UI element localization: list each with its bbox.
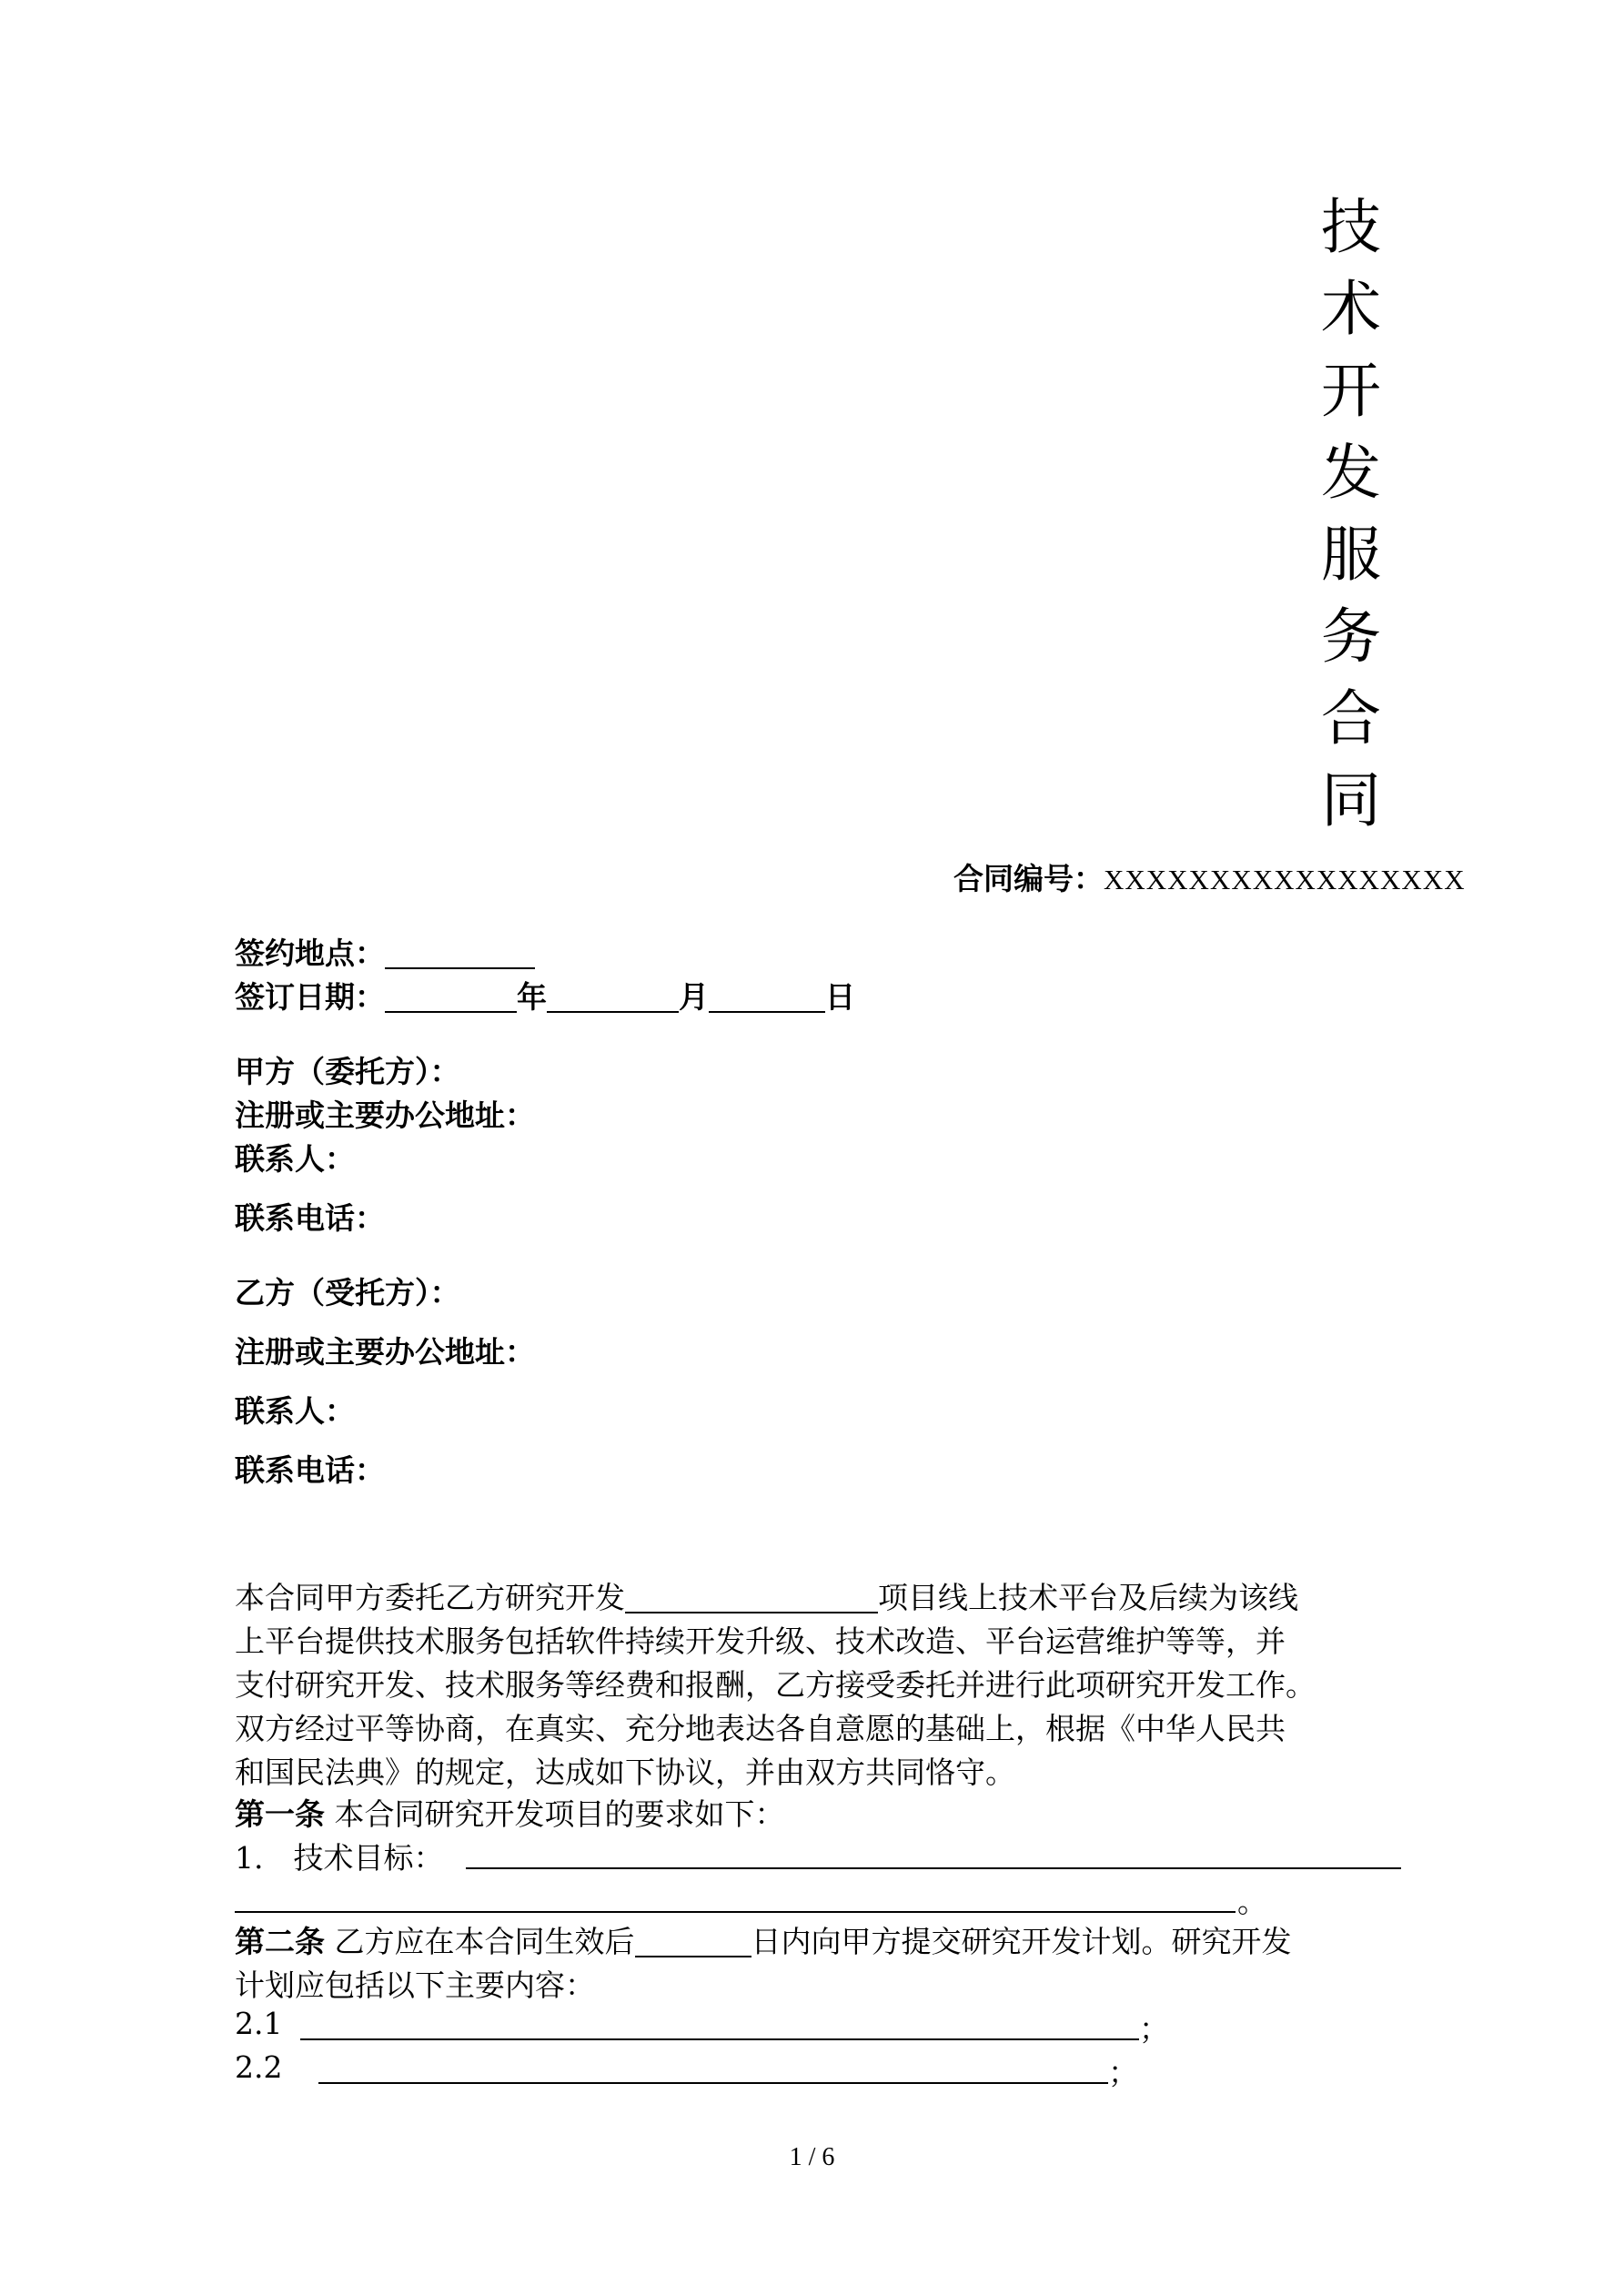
article-2-text-b: 日内向甲方提交研究开发计划。研究开发 [751,1924,1292,1959]
intro-line-4: 双方经过平等协商，在真实、充分地表达各自意愿的基础上，根据《中华人民共 [235,1711,1286,1746]
technical-goal-blank-1[interactable] [466,1867,1401,1869]
title-char: 务 [1321,602,1381,672]
month-label: 月 [679,979,709,1015]
page-number: 1 / 6 [789,2143,835,2171]
party-a-title: 甲方（委托方）： [235,1054,460,1089]
article-2-item-2 [235,2049,282,2085]
title-char: 术 [1321,274,1381,344]
article-2-item-1-label: 2.1 [235,2006,283,2041]
signing-place-label: 签约地点： [235,936,385,971]
technical-goal-blank-2[interactable] [235,1911,1236,1913]
year-blank[interactable] [385,980,517,1013]
title-char: 服 [1321,520,1381,590]
party-b-phone-label: 联系电话： [235,1452,385,1488]
signing-place [235,930,535,973]
plan-item-1-blank[interactable] [300,2038,1139,2040]
article-2-item-1 [235,2006,282,2041]
title-char: 合 [1321,683,1381,754]
party-a-phone-label: 联系电话： [235,1200,385,1236]
item-1-semicolon: ； [1139,2011,1169,2047]
party-a-contact-label: 联系人： [235,1141,355,1177]
article-2-item-2-label: 2.2 [235,2049,283,2085]
intro-line-1a: 本合同甲方委托乙方研究开发 [235,1580,625,1615]
contract-number-value: XXXXXXXXXXXXXXXXX [1104,864,1466,895]
days-blank[interactable] [635,1925,751,1957]
article-2-line-2: 计划应包括以下主要内容： [235,1967,595,2003]
title-char: 同 [1321,765,1381,835]
title-char: 开 [1321,356,1381,426]
party-b-title: 乙方（受托方）： [235,1275,460,1310]
party-b-address-label: 注册或主要办公地址： [235,1334,535,1370]
signing-date-label: 签订日期： [235,979,385,1015]
article-1-text: 本合同研究开发项目的要求如下： [325,1796,785,1832]
contract-number [953,855,1466,898]
intro-line-3: 支付研究开发、技术服务等经费和报酬，乙方接受委托并进行此项研究开发工作。 [235,1667,1316,1703]
article-2-text-a: 乙方应在本合同生效后 [325,1924,635,1959]
plan-item-2-blank[interactable] [318,2082,1108,2084]
year-label: 年 [517,979,547,1015]
day-blank[interactable] [709,980,825,1013]
day-label: 日 [825,979,855,1015]
intro-line-5: 和国民法典》的规定，达成如下协议，并由双方共同恪守。 [235,1755,1015,1790]
intro-line-1b: 项目线上技术平台及后续为该线 [878,1580,1298,1615]
article-1-heading [235,1791,785,1834]
party-b-contact-label: 联系人： [235,1393,355,1429]
article-2-line-1 [235,1918,1292,1961]
contract-number-label: 合同编号： [953,861,1104,896]
signing-date [235,974,855,1017]
item-2-semicolon: ； [1108,2055,1138,2090]
intro-line-1 [235,1574,1298,1617]
article-1-item-1 [235,1835,444,1877]
article-1-label: 第一条 [235,1796,325,1832]
article-2-label: 第二条 [235,1924,325,1959]
article-1-item-1-label: 1. 技术目标： [235,1840,444,1876]
intro-line-2: 上平台提供技术服务包括软件持续开发升级、技术改造、平台运营维护等等，并 [235,1623,1286,1659]
party-a-address-label: 注册或主要办公地址： [235,1097,535,1133]
title-char: 技 [1321,192,1381,262]
title-char: 发 [1321,438,1381,508]
document-title [1310,187,1392,842]
signing-place-blank[interactable] [385,936,535,969]
month-blank[interactable] [547,980,679,1013]
project-name-blank[interactable] [625,1581,878,1613]
article-1-end-mark: 。 [1237,1884,1267,1919]
